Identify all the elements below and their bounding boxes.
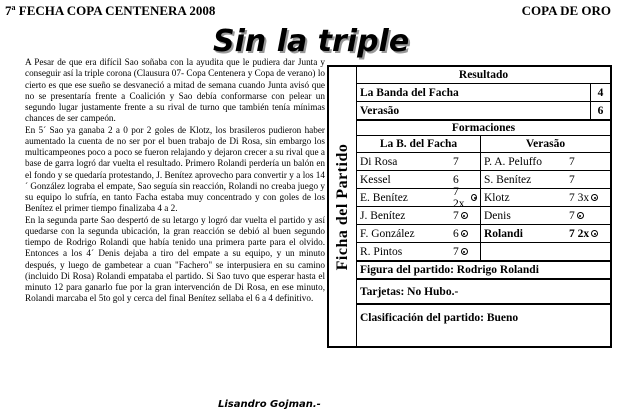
match-sheet-label: Ficha del Partido	[334, 143, 351, 271]
player-b-name	[480, 189, 566, 206]
player-b-name-text: Rolandi	[484, 227, 523, 240]
player-b-grade	[566, 207, 610, 224]
match-figure: Figura del partido: Rodrigo Rolandi	[360, 264, 539, 276]
soccer-ball-icon	[577, 212, 584, 219]
player-a-grade-text: 7	[453, 155, 459, 168]
player-b-grade	[566, 171, 610, 188]
result-team: Verasão	[360, 104, 400, 117]
lineup-row	[357, 207, 610, 225]
player-b-name-text: P. A. Peluffo	[484, 155, 542, 168]
match-sheet-side	[329, 67, 357, 346]
player-a-grade	[450, 207, 480, 224]
soccer-ball-icon	[471, 194, 477, 201]
teams-header-row	[357, 136, 610, 153]
cards-row	[357, 280, 610, 305]
player-b-grade	[566, 153, 610, 170]
classification-row	[357, 305, 610, 330]
player-b-name	[480, 153, 566, 170]
header-round	[5, 3, 215, 19]
match-classification: Clasificación del partido: Bueno	[360, 311, 519, 324]
player-b-name	[480, 171, 566, 188]
result-score: 6	[590, 102, 610, 119]
player-a-name	[357, 243, 450, 260]
player-a-name-text: J. Benítez	[360, 209, 406, 222]
lineup-row	[357, 225, 610, 243]
player-a-grade	[450, 225, 480, 242]
match-sheet-grid	[357, 67, 610, 346]
player-a-name	[357, 207, 450, 224]
player-b-grade-text: 7	[569, 209, 575, 222]
player-b-name	[480, 225, 566, 242]
player-a-grade-text: 7	[453, 209, 459, 222]
player-a-name	[357, 225, 450, 242]
player-b-grade-text: 7 3x	[569, 191, 590, 204]
player-a-grade	[450, 153, 480, 170]
player-a-name-text: E. Benítez	[360, 191, 408, 204]
player-b-name	[480, 207, 566, 224]
player-b-grade-text: 7	[569, 155, 575, 168]
lineup-row	[357, 171, 610, 189]
player-b-grade	[566, 243, 610, 260]
player-b-grade-text: 7	[569, 173, 575, 186]
soccer-ball-icon	[591, 194, 598, 201]
article-paragraph: En la segunda parte Sao despertó de su letargo y logró dar vuelta el partido y así quedarse con la segunda ubicación, la gran reacción se debió al buen segundo tiempo de Rodrigo Rolandi que había tenido una primera parte para el olvido. Entonces a los 4´ Denis dejaba a tiro del empate a su equipo, y un minuto después, y luego de gambetear a cuan "Fachero" se interpusiera en su camino (incluido Di Rosa) Rolandi empataba el partido. Si Sao tuvo que esperar hasta el minuto 12 para ganarlo fue por la gran intervención de Di Rosa, en ese minuto, Rolandi marcaba el 5to gol y cerca del final Benítez sellaba el 6 a 4 definitivo.	[25, 214, 325, 304]
player-a-grade-text: 6	[453, 173, 459, 186]
lineup-table	[357, 153, 610, 261]
player-b-name-text: Klotz	[484, 191, 510, 204]
player-b-grade	[566, 189, 610, 206]
player-a-name	[357, 153, 450, 170]
player-a-name	[357, 189, 450, 206]
page-title: Sin la triple	[213, 24, 410, 59]
result-header: Resultado	[458, 69, 509, 81]
player-a-name-text: Di Rosa	[360, 155, 398, 168]
result-row	[357, 84, 610, 102]
author-signature: Lisandro Gojman.-	[218, 399, 321, 410]
article-paragraph: En 5´ Sao ya ganaba 2 a 0 por 2 goles de Klotz, los brasileros pudieron haber aumentado la cuenta de no ser por el buen trabajo de Di Rosa, sin embargo los multicampeones poco a poco se fueron relajando y dejaron crecer a su rival que a base de garra logró dar vuelta el resultado. Primero Rolandi perdería un balón en el fondo y se quedaría protestando, J. Benítez aprovecho para convertir y a los 14´ González lograba el empate, Sao seguía sin reacción, Rolandi no creaba juego y su equipo lo sufría, en tanto Facha estaba muy concentrado y con goles de los Benítez el primer tiempo finalizaba 4 a 2.	[25, 124, 325, 214]
team-b-header: Verasão	[480, 136, 610, 152]
player-b-name-text: Denis	[484, 209, 511, 222]
lineup-row	[357, 153, 610, 171]
formations-header-row	[357, 121, 610, 136]
result-header-row	[357, 67, 610, 84]
figure-row	[357, 261, 610, 280]
player-a-name-text: F. González	[360, 227, 415, 240]
formations-header: Formaciones	[451, 122, 516, 134]
match-sheet	[327, 65, 612, 348]
player-a-grade	[450, 185, 480, 210]
player-b-grade	[566, 225, 610, 242]
result-score: 4	[590, 84, 610, 101]
soccer-ball-icon	[591, 230, 598, 237]
player-b-name-text: S. Benítez	[484, 173, 532, 186]
article-body	[25, 57, 325, 305]
round-ordinal: a	[11, 3, 16, 12]
player-a-grade	[450, 243, 480, 260]
article-paragraph: A Pesar de que era difícil Sao soñaba con la ayudita que le pudiera dar Junta y conseguir así la triple corona (Clausura 07- Copa Centenera y Copa de verano) lo cierto es que ese sueño se desvaneció a mitad de semana cuando Junta avisó que no se presentaría frente a Coalición y Sao debía conformarse con pelear un segundo lugar justamente frente a su rival de turno que también tenía mínimas chances de ser campeón.	[25, 57, 325, 124]
lineup-row	[357, 185, 610, 210]
soccer-ball-icon	[461, 230, 468, 237]
match-cards: Tarjetas: No Hubo.-	[360, 285, 459, 298]
player-b-grade-text: 7 2x	[569, 227, 590, 240]
player-a-grade-text: 7 2x	[453, 185, 465, 210]
header-left-title: FECHA COPA CENTENERA 2008	[18, 3, 216, 18]
result-team: La Banda del Facha	[360, 86, 459, 99]
team-a-header: La B. del Facha	[379, 138, 458, 150]
player-a-grade-text: 6	[453, 227, 459, 240]
player-a-grade-text: 7	[453, 245, 459, 258]
soccer-ball-icon	[461, 248, 468, 255]
result-row	[357, 102, 610, 121]
player-b-name	[480, 243, 566, 260]
player-a-name	[357, 171, 450, 188]
soccer-ball-icon	[461, 212, 468, 219]
player-a-name-text: R. Pintos	[360, 245, 403, 258]
round-number: 7	[5, 3, 12, 18]
player-a-name-text: Kessel	[360, 173, 391, 186]
lineup-row	[357, 243, 610, 261]
header-right-title: COPA DE ORO	[521, 3, 611, 18]
